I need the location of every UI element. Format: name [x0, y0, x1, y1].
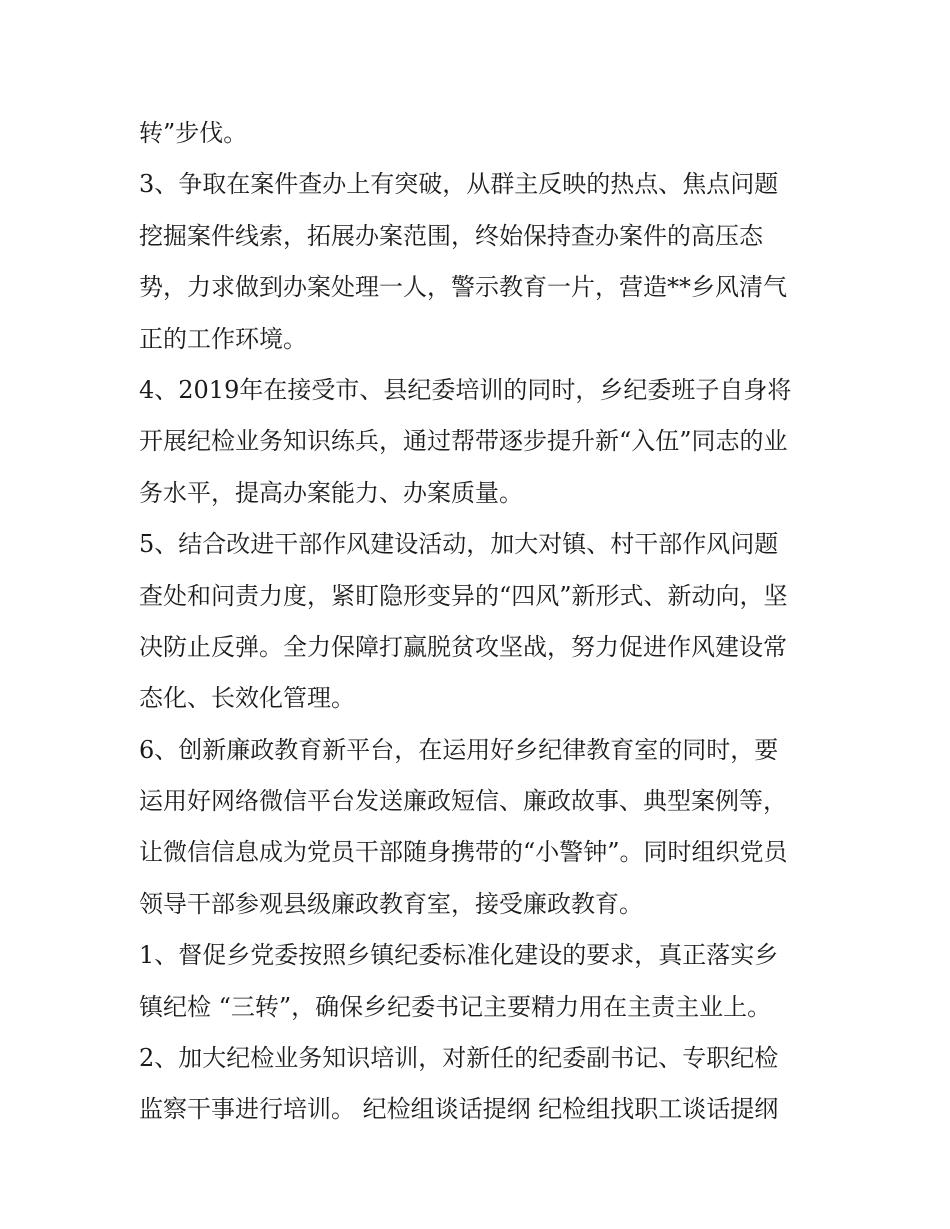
text-line: 务水平，提高办案能力、办案质量。	[139, 478, 523, 507]
text-line: 挖掘案件线索，拓展办案范围，终始保持查办案件的高压态	[139, 221, 763, 250]
text-line: 6、创新廉政教育新平台，在运用好乡纪律教育室的同时，要	[139, 735, 779, 764]
text-line: 转”步伐。	[139, 119, 248, 147]
text-line: 3、争取在案件查办上有突破，从群主反映的热点、焦点问题	[139, 170, 779, 199]
text-line: 2、加大纪检业务知识培训，对新任的纪委副书记、专职纪检	[139, 1044, 779, 1073]
text-line: 监察干事进行培训。 纪检组谈话提纲 纪检组找职工谈话提纲	[139, 1095, 779, 1124]
text-line: 1、督促乡党委按照乡镇纪委标准化建设的要求，真正落实乡	[139, 941, 779, 970]
text-line: 开展纪检业务知识练兵，通过帮带逐步提升新“入伍”同志的业	[139, 427, 788, 456]
text-line: 4、2019年在接受市、县纪委培训的同时，乡纪委班子自身将	[139, 375, 792, 404]
text-line: 让微信信息成为党员干部随身携带的“小警钟”。同时组织党员	[139, 838, 788, 867]
text-line: 态化、长效化管理。	[139, 684, 355, 713]
text-line: 运用好网络微信平台发送廉政短信、廉政故事、典型案例等，	[139, 787, 787, 816]
text-line: 领导干部参观县级廉政教育室，接受廉政教育。	[139, 889, 643, 918]
text-line: 决防止反弹。全力保障打赢脱贫攻坚战，努力促进作风建设常	[139, 632, 787, 661]
text-line: 正的工作环境。	[139, 324, 307, 353]
document-body	[139, 108, 819, 1136]
text-line: 5、结合改进干部作风建设活动，加大对镇、村干部作风问题	[139, 530, 779, 559]
text-line: 势，力求做到办案处理一人，警示教育一片，营造**乡风清气	[139, 273, 787, 302]
text-line: 查处和问责力度，紧盯隐形变异的“四风”新形式、新动向，坚	[139, 581, 788, 610]
text-line: 镇纪检 “三转”，确保乡纪委书记主要精力用在主责主业上。	[139, 992, 772, 1021]
